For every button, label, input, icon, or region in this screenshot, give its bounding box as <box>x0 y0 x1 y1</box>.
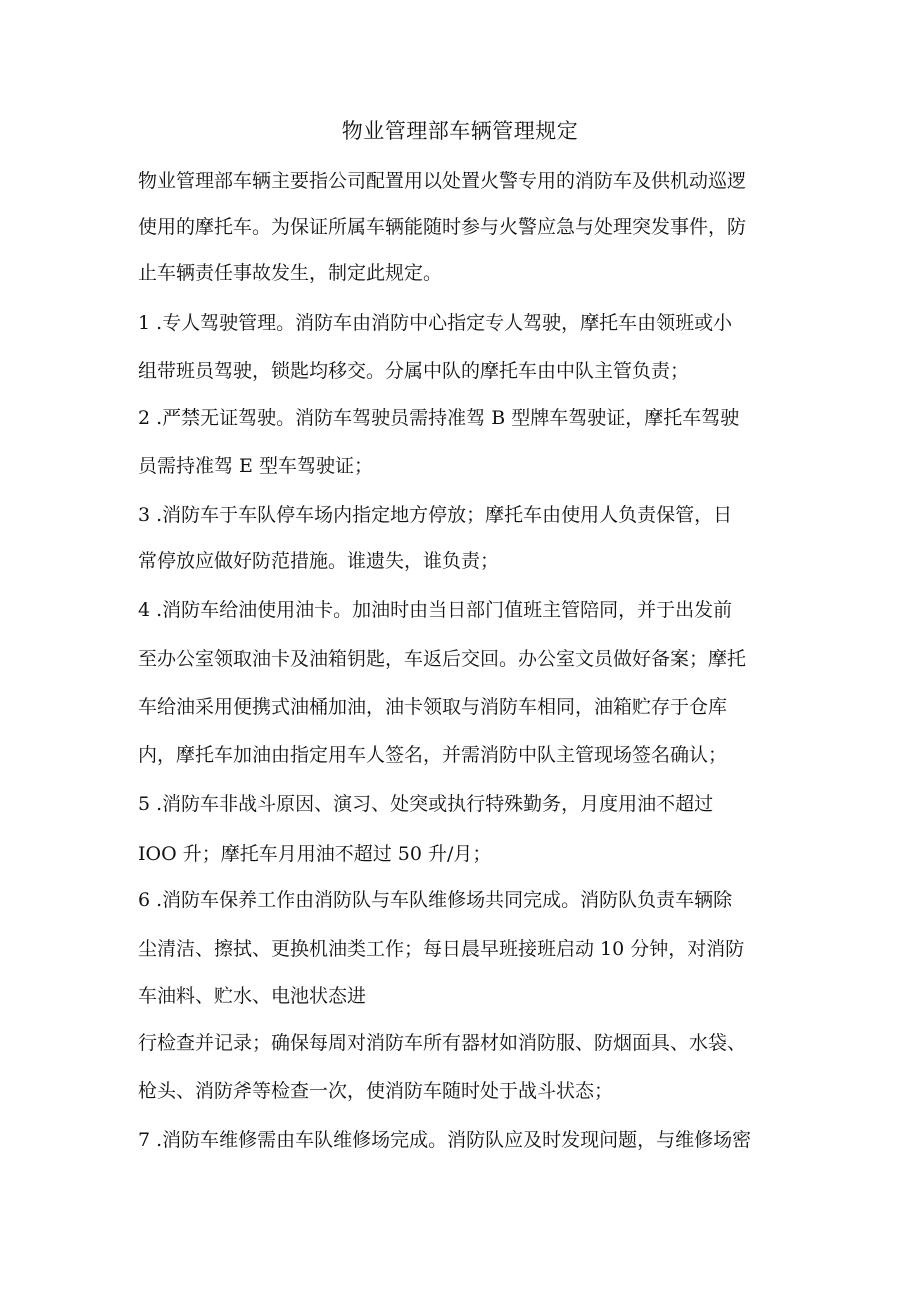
text-line: 员需持准驾 E 型车驾驶证； <box>138 455 373 477</box>
text-line: 车给油采用便携式油桶加油，油卡领取与消防车相同，油箱贮存于仓库 <box>138 696 728 718</box>
text-line: 2 .严禁无证驾驶。消防车驾驶员需持准驾 B 型牌车驾驶证，摩托车驾驶 <box>138 407 740 429</box>
text-line: 6 .消防车保养工作由消防队与车队维修场共同完成。消防队负责车辆除 <box>138 889 733 911</box>
text-line: 3 .消防车于车队停车场内指定地方停放；摩托车由使用人负责保管，日 <box>138 504 733 526</box>
text-line: 1 .专人驾驶管理。消防车由消防中心指定专人驾驶，摩托车由领班或小 <box>138 312 733 334</box>
text-line: 车油料、贮水、电池状态进 <box>138 985 367 1007</box>
text-line: 行检查并记录；确保每周对消防车所有器材如消防服、防烟面具、水袋、 <box>138 1032 747 1054</box>
text-line: 7 .消防车维修需由车队维修场完成。消防队应及时发现问题，与维修场密 <box>138 1129 752 1151</box>
text-line: 至办公室领取油卡及油箱钥匙，车返后交回。办公室文员做好备案；摩托 <box>138 648 747 670</box>
text-line: 5 .消防车非战斗原因、演习、处突或执行特殊勤务，月度用油不超过 <box>138 793 714 815</box>
text-line: 组带班员驾驶，锁匙均移交。分属中队的摩托车由中队主管负责； <box>138 360 690 382</box>
text-line: 使用的摩托车。为保证所属车辆能随时参与火警应急与处理突发事件，防 <box>138 216 747 238</box>
text-line: 内，摩托车加油由指定用车人签名，并需消防中队主管现场签名确认； <box>138 744 728 766</box>
text-line: 4 .消防车给油使用油卡。加油时由当日部门值班主管陪同，并于出发前 <box>138 599 733 621</box>
text-line: 枪头、消防斧等检查一次，使消防车随时处于战斗状态； <box>138 1080 614 1102</box>
text-line: 常停放应做好防范措施。谁遗失，谁负责； <box>138 550 500 572</box>
document-title: 物业管理部车辆管理规定 <box>341 119 579 143</box>
text-line: 物业管理部车辆主要指公司配置用以处置火警专用的消防车及供机动巡逻 <box>138 170 747 192</box>
text-line: 止车辆责任事故发生，制定此规定。 <box>138 262 443 284</box>
text-line: IOO 升；摩托车月用油不超过 50 升/月； <box>138 843 492 865</box>
text-line: 尘清洁、擦拭、更换机油类工作；每日晨早班接班启动 10 分钟，对消防 <box>138 938 745 960</box>
